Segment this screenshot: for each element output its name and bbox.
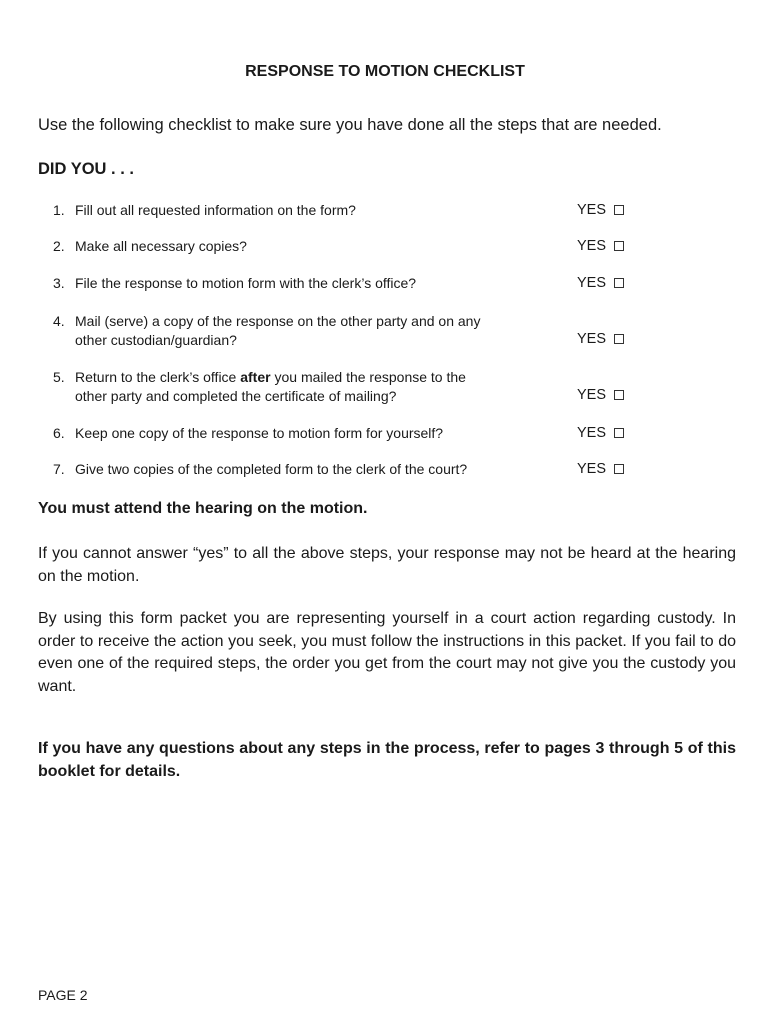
questions-paragraph: If you have any questions about any steps in the process, refer to pages 3 through 5 of this booklet for details. xyxy=(38,740,736,780)
yes-label: YES xyxy=(577,202,607,218)
item-text-line1c: you mailed the response to the xyxy=(270,369,466,385)
warning-paragraph: If you cannot answer “yes” to all the above steps, your response may not be heard at the hearing on the motion. xyxy=(38,545,736,585)
item-text: Give two copies of the completed form to the clerk of the court? xyxy=(75,461,468,477)
checkbox-icon[interactable] xyxy=(614,334,624,344)
yes-checkbox-2[interactable] xyxy=(577,237,637,256)
yes-label: YES xyxy=(577,461,607,477)
checkbox-icon[interactable] xyxy=(614,241,624,251)
yes-label: YES xyxy=(577,238,607,254)
yes-label: YES xyxy=(577,425,607,441)
item-text: Keep one copy of the response to motion form for yourself? xyxy=(75,425,444,441)
item-text xyxy=(75,368,545,406)
must-attend-notice: You must attend the hearing on the motion. xyxy=(38,500,368,517)
item-text xyxy=(75,312,545,350)
item-text-line1a: Return to the clerk’s office xyxy=(75,369,241,385)
yes-label: YES xyxy=(577,331,607,347)
yes-checkbox-4[interactable] xyxy=(577,330,637,349)
item-text-line2: other party and completed the certificate of mailing? xyxy=(75,388,397,404)
item-number: 3. xyxy=(53,275,65,291)
page-number: PAGE 2 xyxy=(38,987,88,1003)
item-number: 6. xyxy=(53,425,65,441)
checkbox-icon[interactable] xyxy=(614,464,624,474)
checkbox-icon[interactable] xyxy=(614,428,624,438)
yes-checkbox-5[interactable] xyxy=(577,386,637,405)
item-number: 5. xyxy=(53,369,65,385)
item-text: File the response to motion form with the clerk’s office? xyxy=(75,275,417,291)
item-text: Make all necessary copies? xyxy=(75,238,247,254)
yes-checkbox-6[interactable] xyxy=(577,424,637,443)
item-text-line2: other custodian/guardian? xyxy=(75,332,237,348)
item-number: 1. xyxy=(53,202,65,218)
item-text: Fill out all requested information on the form? xyxy=(75,202,356,218)
yes-label: YES xyxy=(577,387,607,403)
item-number: 2. xyxy=(53,238,65,254)
intro-text: Use the following checklist to make sure you have done all the steps that are needed. xyxy=(38,116,662,134)
representation-paragraph: By using this form packet you are representing yourself in a court action regarding custody. In order to receive the action you seek, you must follow the instructions in this packet. If you fail to do even one of the required steps, the order you get from the court may not give you the custody you want. xyxy=(38,610,736,695)
checkbox-icon[interactable] xyxy=(614,205,624,215)
item-text-emphasis: after xyxy=(240,369,271,385)
item-number: 4. xyxy=(53,313,65,329)
page-title: RESPONSE TO MOTION CHECKLIST xyxy=(245,63,525,80)
checkbox-icon[interactable] xyxy=(614,278,624,288)
yes-checkbox-7[interactable] xyxy=(577,460,637,479)
checkbox-icon[interactable] xyxy=(614,390,624,400)
yes-checkbox-1[interactable] xyxy=(577,201,637,220)
yes-label: YES xyxy=(577,275,607,291)
yes-checkbox-3[interactable] xyxy=(577,274,637,293)
item-text-line1: Mail (serve) a copy of the response on the other party and on any xyxy=(75,313,481,329)
item-number: 7. xyxy=(53,461,65,477)
did-you-heading: DID YOU . . . xyxy=(38,160,134,178)
